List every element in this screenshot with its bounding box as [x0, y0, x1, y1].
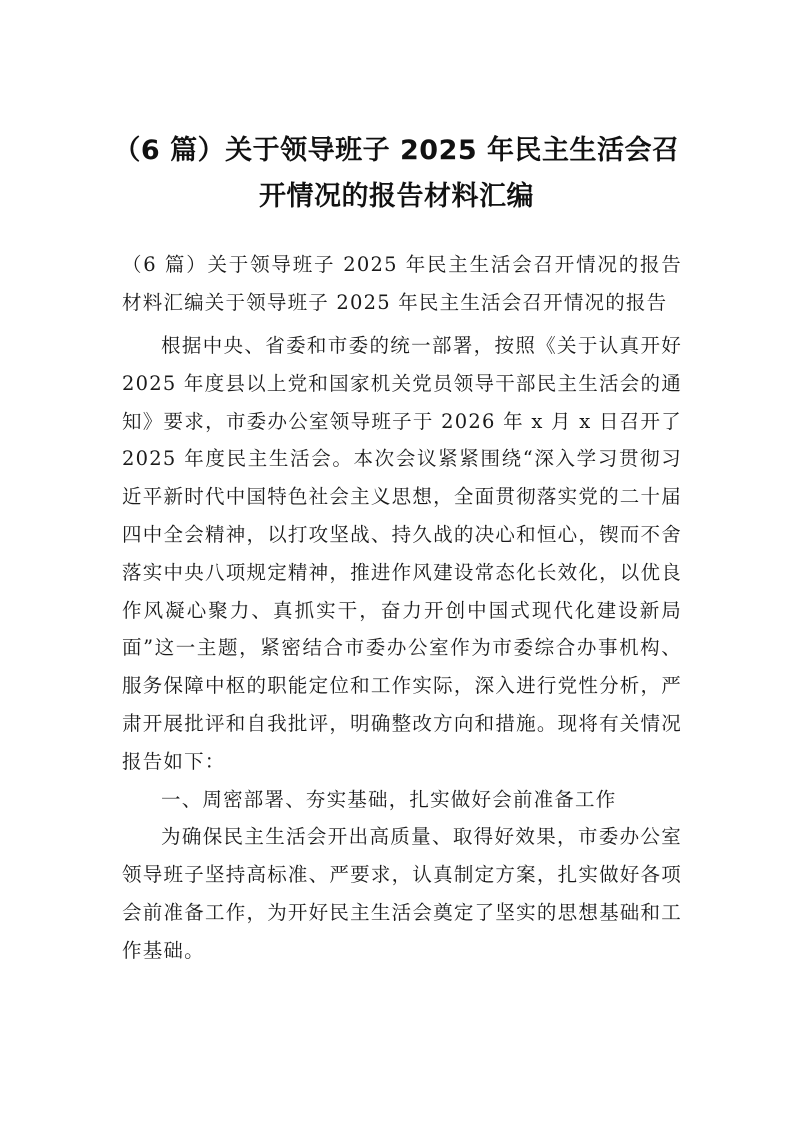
document-title-line-2: 开情况的报告材料汇编	[259, 181, 534, 212]
intro-paragraph: （6 篇）关于领导班子 2025 年民主生活会召开情况的报告材料汇编关于领导班子 2025 年民主生活会召开情况的报告	[122, 253, 682, 314]
section-heading-1: 一、周密部署、夯实基础，扎实做好会前准备工作	[161, 787, 617, 811]
body-paragraphs	[122, 327, 682, 970]
document-title-line-1: （6 篇）关于领导班子 2025 年民主生活会召	[113, 135, 680, 166]
paragraph-background: 根据中央、省委和市委的统一部署，按照《关于认真开好 2025 年度县以上党和国家机关党员领导干部民主生活会的通知》要求，市委办公室领导班子于 2026 年 x 月 x 日召开了 2025 年度民主生活会。本次会议紧紧围绕“深入学习贯彻习近平新时代中国特色社会主义思想，全面贯彻落实党的二十届四中全会精神，以打攻坚战、持久战的决心和恒心，锲而不舍落实中央八项规定精神，推进作风建设常态化长效化，以优良作风凝心聚力、真抓实干，奋力开创中国式现代化建设新局面”这一主题，紧密结合市委办公室作为市委综合办事机构、服务保障中枢的职能定位和工作实际，深入进行党性分析，严肃开展批评和自我批评，明确整改方向和措施。现将有关情况报告如下：	[122, 334, 682, 773]
paragraph-preparation: 为确保民主生活会开出高质量、取得好效果，市委办公室领导班子坚持高标准、严要求，认真制定方案，扎实做好各项会前准备工作，为开好民主生活会奠定了坚实的思想基础和工作基础。	[122, 825, 682, 962]
